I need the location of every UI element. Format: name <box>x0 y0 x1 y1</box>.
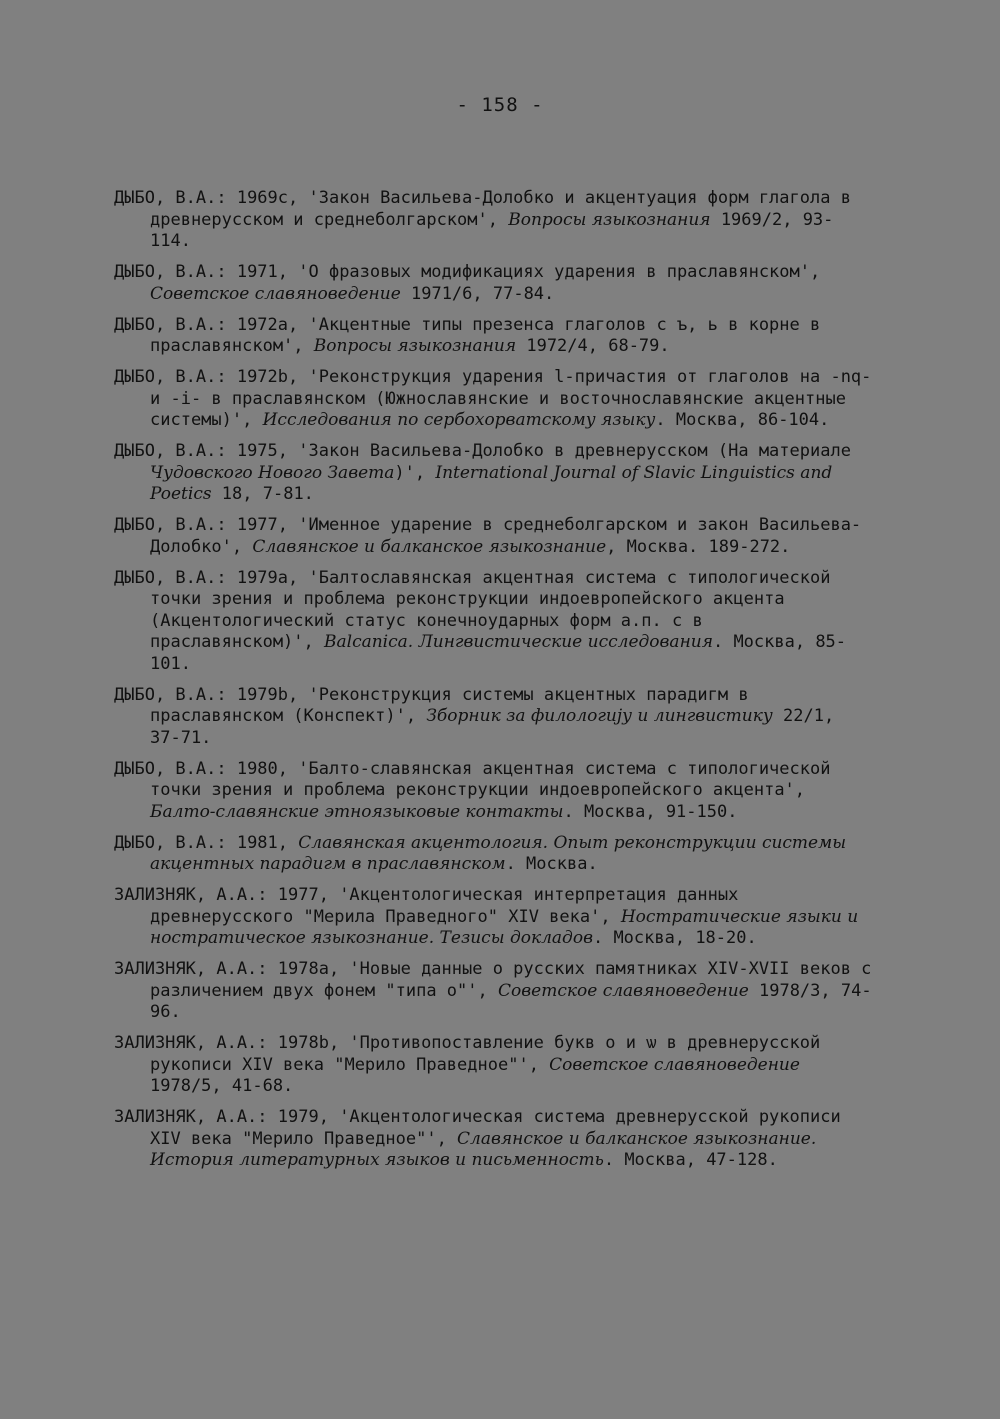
entry-source: Ностратические языки и ностратическое языкознание. Тезисы докладов <box>150 906 859 948</box>
entry-author: ДЫБО, В.А.: <box>114 567 227 588</box>
entry-author: ДЫБО, В.А.: <box>114 758 227 779</box>
entry-title: 'О фразовых модификациях ударения в праславянском', <box>298 262 821 282</box>
entry-source: Чудовского Нового Завета <box>150 462 395 483</box>
bib-entry <box>114 441 874 506</box>
bib-entry <box>114 367 874 432</box>
entry-year: 1969с, <box>226 188 309 208</box>
entry-author: ЗАЛИЗНЯК, А.А.: <box>114 959 268 979</box>
entry-title: 'Балтославянская акцентная система с типологической точки зрения и проблема реконструкции индоевропейского акцента (Акцентологический статус конечноударных форм а.п. с в праславянском)', <box>150 567 831 652</box>
bib-entry <box>114 759 874 824</box>
entry-tail: . Москва, 91-150. <box>563 801 738 822</box>
entry-year: 1971, <box>226 262 299 282</box>
entry-source: Балто-славянские этноязыковые контакты <box>150 801 564 822</box>
entry-author: ДЫБО, В.А.: <box>114 684 227 705</box>
entry-title: 'Акцентологическая интерпретация данных древнерусского "Мерила Праведного" XIV века', <box>150 885 739 927</box>
entry-year: 1978b, <box>267 1033 350 1053</box>
entry-year: 1972а, <box>226 314 309 335</box>
bib-entry <box>114 315 874 358</box>
entry-source: Советское славяноведение <box>150 283 401 304</box>
entry-author: ДЫБО, В.А.: <box>114 314 227 335</box>
entry-tail: . Москва. <box>505 854 598 874</box>
entry-source: Вопросы языкознания <box>313 336 517 356</box>
entry-year: 1977, <box>226 515 299 535</box>
entry-source: Славянская акцентология. Опыт реконструкции системы акцентных парадигм в праславянском <box>150 832 847 874</box>
entry-tail: 1978/3, 74-96. <box>150 980 872 1022</box>
entry-source: Славянское и балканское языкознание <box>252 536 607 557</box>
bib-entry <box>114 1107 874 1172</box>
entry-tail: 1972/4, 68-79. <box>516 336 670 356</box>
entry-source-secondary: International Journal of Slavic Linguistics and Poetics <box>150 462 833 504</box>
entry-tail: 1971/6, 77-84. <box>400 283 555 304</box>
entry-tail: 1978/5, 41-68. <box>150 1076 294 1096</box>
bib-entry <box>114 833 874 876</box>
bib-entry <box>114 568 874 676</box>
entry-source: Советское славяноведение <box>549 1054 800 1075</box>
entry-title: 'Закон Васильева-Долобко и акцентуация форм глагола в древнерусском и среднеболгарском', <box>150 188 851 230</box>
entry-mid: )', <box>394 462 436 483</box>
entry-year: 1979а, <box>226 567 309 588</box>
entry-title: 'Противопоставление букв о и ѡ в древнерусской рукописи XIV века "Мерило Праведное"', <box>150 1033 821 1075</box>
entry-year: 1978а, <box>267 959 350 979</box>
entry-year: 1975, <box>226 441 299 461</box>
entry-title: 'Реконструкция системы акцентных парадигм в праславянском (Конспект)', <box>150 684 749 726</box>
bibliography <box>114 188 874 1181</box>
entry-source: Славянское и балканское языкознание. История литературных языков и письменность <box>150 1128 817 1170</box>
entry-source: Исследования по сербохорватскому языку <box>262 410 656 430</box>
entry-tail: , Москва. 189-272. <box>606 536 791 557</box>
entry-tail: 22/1, 37-71. <box>150 706 835 748</box>
entry-tail: 1969/2, 93-114. <box>150 209 834 251</box>
entry-source: Зборник за филологиjу и лингвистику <box>426 706 773 726</box>
entry-title: 'Акцентологическая система древнерусской рукописи XIV века "Мерило Праведное"', <box>150 1107 841 1149</box>
entry-year: 1981, <box>226 832 299 853</box>
entry-source: Советское славяноведение <box>498 980 749 1001</box>
entry-author: ДЫБО, В.А.: <box>114 188 227 208</box>
entry-author: ДЫБО, В.А.: <box>114 367 227 387</box>
entry-source: Вопросы языкознания <box>508 209 711 230</box>
entry-tail: . Москва, 85-101. <box>150 632 847 674</box>
entry-title: 'Новые данные о русских памятниках XIV-XVII веков с различением двух фонем "типа о"', <box>150 959 872 1001</box>
bib-entry <box>114 685 874 750</box>
entry-year: 1979b, <box>226 684 309 705</box>
bib-entry <box>114 262 874 305</box>
entry-tail: . Москва, 86-104. <box>655 410 830 430</box>
entry-author: ЗАЛИЗНЯК, А.А.: <box>114 1033 268 1053</box>
entry-year: 1977, <box>267 885 340 905</box>
bib-entry <box>114 515 874 558</box>
entry-title: 'Закон Васильева-Долобко в древнерусском (На материале <box>298 441 851 461</box>
entry-author: ЗАЛИЗНЯК, А.А.: <box>114 885 268 905</box>
bib-entry <box>114 959 874 1024</box>
page-number: - 158 - <box>456 94 544 116</box>
entry-author: ДЫБО, В.А.: <box>114 441 227 461</box>
entry-title: 'Реконструкция ударения l-причастия от глаголов на -nq- и -i- в праславянском (Южнославянские и восточнославянские акцентные системы)', <box>150 367 872 430</box>
entry-source: Balcanica. Лингвистические исследования <box>324 632 713 652</box>
entry-tail: . Москва, 18-20. <box>592 928 757 948</box>
entry-author: ДЫБО, В.А.: <box>114 832 227 853</box>
entry-author: ДЫБО, В.А.: <box>114 262 227 282</box>
entry-year: 1980, <box>226 758 299 779</box>
bib-entry <box>114 188 874 253</box>
entry-author: ДЫБО, В.А.: <box>114 515 227 535</box>
entry-tail: . Москва, 47-128. <box>603 1150 778 1170</box>
bib-entry <box>114 885 874 950</box>
entry-author: ЗАЛИЗНЯК, А.А.: <box>114 1107 268 1127</box>
bib-entry <box>114 1033 874 1098</box>
entry-year: 1972b, <box>226 367 309 387</box>
entry-tail: 18, 7-81. <box>211 484 314 504</box>
entry-year: 1979, <box>267 1107 340 1127</box>
entry-title: 'Балто-славянская акцентная система с типологической точки зрения и проблема реконструкции индоевропейского акцента', <box>150 758 831 800</box>
entry-title: 'Акцентные типы презенса глаголов с ъ, ь в корне в праславянском', <box>150 314 821 356</box>
entry-title: 'Именное ударение в среднеболгарском и закон Васильева-Долобко', <box>150 515 862 557</box>
